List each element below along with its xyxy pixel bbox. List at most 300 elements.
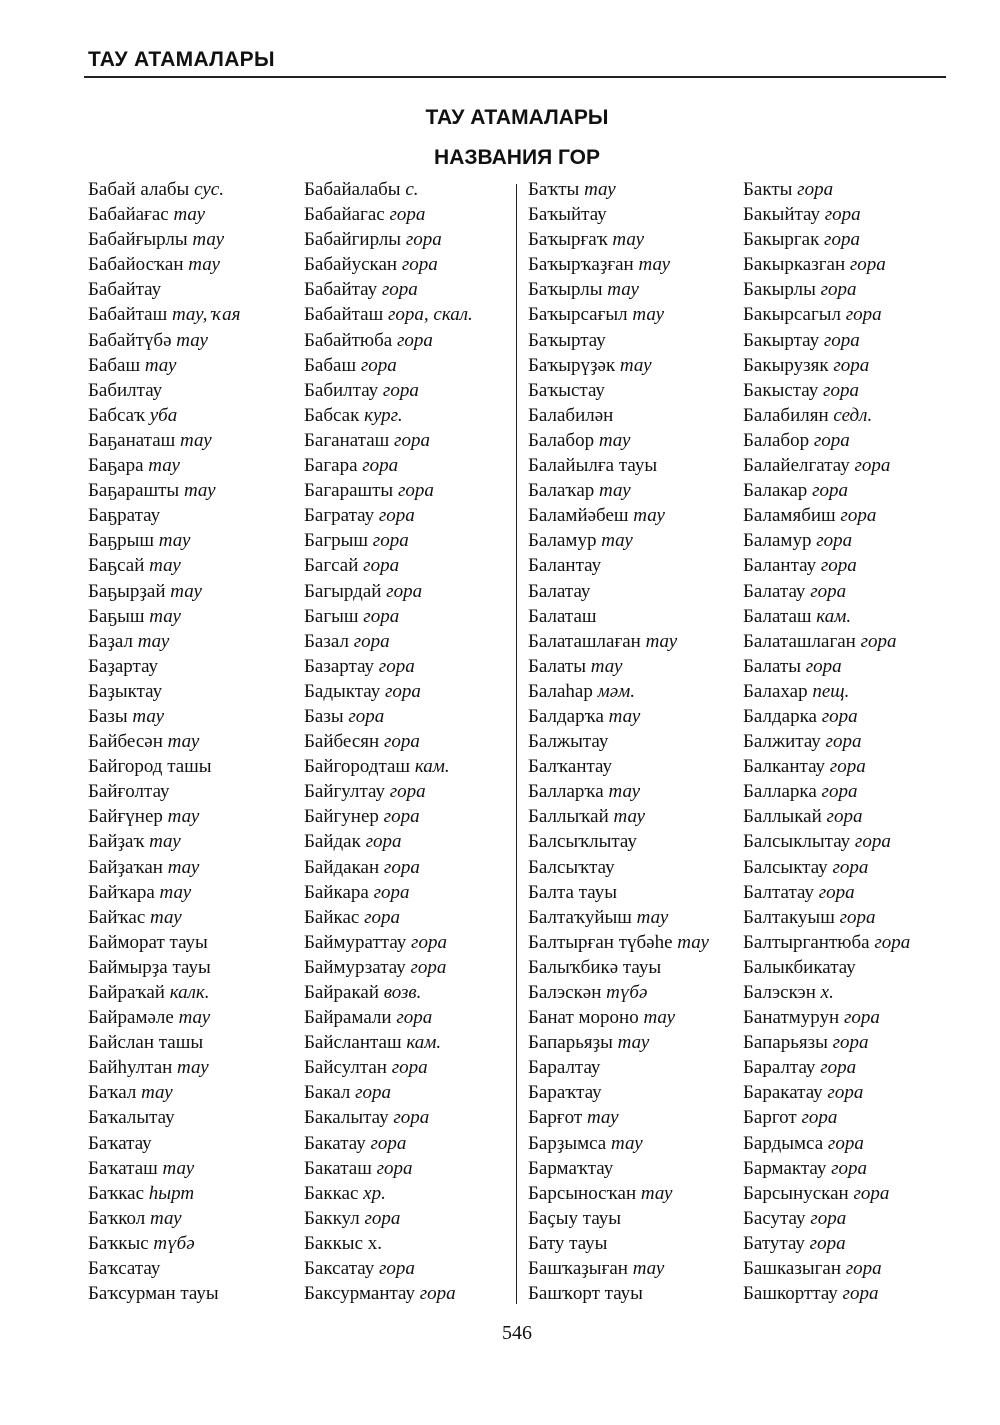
entry-name: Бабсаҡ <box>88 404 145 426</box>
entry-name: Балыҡбикә тауы <box>528 956 662 978</box>
entry-name: Барсыносҡан <box>528 1182 637 1204</box>
entry-term: гора <box>348 705 385 727</box>
entry-name: Баҡырсағыл <box>528 304 628 326</box>
entry-name: Байһултан <box>88 1057 173 1079</box>
entry-name: Баралтау <box>528 1057 601 1079</box>
entry-name: Багырдай <box>304 580 382 602</box>
entry-name: Бабайагас <box>304 204 385 226</box>
entry-term: гора <box>385 680 421 702</box>
entry-row <box>304 729 473 754</box>
entry-term: гора <box>396 329 433 351</box>
entry-name: Башказыган <box>743 1258 842 1280</box>
entry-row <box>743 1256 910 1281</box>
entry-name: Балаҡар <box>528 480 595 502</box>
entry-row <box>304 704 473 729</box>
column-bashkir-right <box>528 177 709 1306</box>
entry-row <box>743 1131 910 1156</box>
entry-term: тау <box>598 429 631 451</box>
entry-name: Балаһар <box>528 680 593 702</box>
entry-name: Базартау <box>304 655 375 677</box>
entry-row <box>743 880 910 905</box>
entry-name: Базы <box>304 705 344 727</box>
entry-row <box>88 1281 241 1306</box>
entry-row <box>528 428 709 453</box>
entry-term: сус. <box>194 179 224 200</box>
entry-row <box>88 804 241 829</box>
entry-term: тау <box>141 1082 173 1104</box>
entry-row <box>304 1156 473 1181</box>
entry-term: тау <box>613 806 646 828</box>
entry-row <box>743 604 910 629</box>
entry-row <box>743 905 910 930</box>
entry-row <box>528 503 709 528</box>
entry-name: Баҕыш <box>88 605 145 627</box>
entry-row <box>304 654 473 679</box>
entry-term: гора <box>849 254 886 276</box>
column-divider <box>516 184 517 1304</box>
entry-name: Балтыргантюба <box>743 931 870 953</box>
entry-term: кам. <box>406 1032 442 1054</box>
entry-row <box>304 227 473 252</box>
entry-name: Балайылға тауы <box>528 455 658 477</box>
running-head: ТАУ АТАМАЛАРЫ <box>88 48 275 71</box>
entry-name: Баҡкол <box>88 1207 146 1229</box>
entry-row <box>88 328 241 353</box>
entry-name: Батутау <box>743 1232 805 1254</box>
entry-row <box>528 880 709 905</box>
entry-name: Багарашты <box>304 480 394 502</box>
entry-name: Бабайташ <box>88 304 168 326</box>
entry-term: тау <box>173 204 206 226</box>
entry-row <box>304 1131 473 1156</box>
entry-name: Баҡырлы <box>528 279 603 301</box>
page-number: 546 <box>502 1322 532 1344</box>
entry-name: Баҕарашты <box>88 480 180 502</box>
entry-term: гора <box>816 530 853 552</box>
entry-row <box>304 428 473 453</box>
entry-term: тау <box>645 630 678 652</box>
entry-name: Байдакан <box>304 856 380 878</box>
entry-name: Байгородташ <box>304 756 411 778</box>
entry-row <box>743 202 910 227</box>
entry-term: тау <box>132 705 165 727</box>
entry-name: Баҡыстау <box>528 379 605 401</box>
entry-name: Балабор <box>743 429 810 451</box>
entry-row <box>88 428 241 453</box>
entry-term: тау <box>586 1107 619 1129</box>
entry-term: гора <box>810 580 847 602</box>
entry-name: Байрамәле <box>88 1007 174 1029</box>
entry-name: Балжитау <box>743 731 821 753</box>
entry-term: гора <box>831 1157 868 1179</box>
entry-name: Балаташлаган <box>743 630 856 652</box>
entry-row <box>304 353 473 378</box>
entry-term: һырт <box>148 1182 195 1204</box>
entry-name: Бакатау <box>304 1132 366 1154</box>
entry-name: Банат мороно <box>528 1007 639 1029</box>
entry-term: гора <box>818 881 855 903</box>
entry-name: Базы <box>88 705 128 727</box>
entry-name: Байғүнер <box>88 806 163 828</box>
entry-name: Бабайосҡан <box>88 254 184 276</box>
entry-row <box>528 905 709 930</box>
entry-row <box>304 1181 473 1206</box>
entry-row <box>304 679 473 704</box>
entry-term: гора <box>363 555 400 577</box>
entry-name: Баккыс х. <box>304 1232 383 1254</box>
entry-name: Баймырҙа тауы <box>88 956 211 978</box>
entry-row <box>304 403 473 428</box>
entry-term: гора <box>843 1007 880 1029</box>
entry-term: тау <box>612 229 645 251</box>
entry-name: Бармактау <box>743 1157 827 1179</box>
entry-term: түбә <box>153 1232 195 1254</box>
entry-name: Байраҡай <box>88 982 165 1003</box>
entry-name: Баҡалытау <box>88 1107 175 1129</box>
entry-term: гора <box>874 931 911 953</box>
entry-row <box>304 1206 473 1231</box>
entry-term: гора <box>378 505 415 527</box>
entry-term: тау <box>611 1132 643 1154</box>
entry-row <box>743 955 910 980</box>
entry-row <box>528 829 709 854</box>
entry-row <box>304 1080 473 1105</box>
entry-row <box>528 453 709 478</box>
entry-row <box>88 1231 241 1256</box>
entry-name: Баралтау <box>743 1057 816 1079</box>
entry-row <box>304 804 473 829</box>
entry-term: гора <box>394 429 430 451</box>
entry-name: Бакыстау <box>743 379 819 401</box>
entry-row <box>743 227 910 252</box>
entry-name: Баҡыртау <box>528 329 606 351</box>
entry-term: гора <box>813 429 850 451</box>
entry-row <box>743 403 910 428</box>
entry-name: Бакырлы <box>743 279 816 301</box>
entry-row <box>528 1005 709 1030</box>
entry-row <box>88 177 241 202</box>
entry-name: Баҡаташ <box>88 1157 158 1179</box>
entry-row <box>304 1055 473 1080</box>
entry-name: Байдак <box>304 831 361 853</box>
entry-name: Байрамали <box>304 1007 392 1029</box>
entry-row <box>528 579 709 604</box>
entry-name: Бабай алабы <box>88 179 190 200</box>
entry-name: Басутау <box>743 1207 806 1229</box>
entry-row <box>743 328 910 353</box>
entry-term: гора <box>364 906 400 928</box>
entry-row <box>743 754 910 779</box>
entry-name: Байкара <box>304 881 369 903</box>
entry-name: Бакалытау <box>304 1107 389 1129</box>
entry-row <box>743 629 910 654</box>
section-title-russian: НАЗВАНИЯ ГОР <box>434 146 600 169</box>
entry-name: Баламябиш <box>743 505 836 527</box>
entry-name: Балабилян <box>743 404 829 426</box>
entry-name: Балаташлаған <box>528 630 641 652</box>
entry-name: Баккул <box>304 1207 360 1229</box>
entry-term: гора <box>382 379 419 401</box>
entry-row <box>528 930 709 955</box>
entry-name: Балатау <box>528 580 591 602</box>
entry-term: түбә <box>606 982 648 1003</box>
entry-name: Байгултау <box>304 781 385 803</box>
entry-name: Балсыҡлытау <box>528 831 637 853</box>
entry-row <box>88 252 241 277</box>
entry-term: гора <box>824 204 861 226</box>
entry-term: гора <box>397 480 434 502</box>
entry-term: гора <box>805 655 842 677</box>
entry-name: Баймурзатау <box>304 956 406 978</box>
entry-row <box>88 855 241 880</box>
entry-name: Баҡкас <box>88 1182 145 1204</box>
entry-name: Баганаташ <box>304 429 390 451</box>
entry-name: Бабаш <box>88 354 141 376</box>
entry-row <box>743 679 910 704</box>
entry-term: гора <box>376 1157 413 1179</box>
entry-name: Балжытау <box>528 731 609 753</box>
entry-term: тау <box>162 1157 195 1179</box>
entry-term: гора <box>797 179 834 200</box>
entry-row <box>528 1156 709 1181</box>
entry-name: Баҕанаташ <box>88 429 176 451</box>
entry-row <box>88 453 241 478</box>
entry-term: гора <box>401 254 438 276</box>
entry-name: Бакырказган <box>743 254 846 276</box>
entry-term: гора <box>381 279 418 301</box>
entry-term: гора <box>391 1057 428 1079</box>
entry-row <box>88 754 241 779</box>
entry-term: тау <box>608 781 641 803</box>
entry-name: Балэскэн <box>743 982 816 1003</box>
entry-term: тау <box>599 480 631 502</box>
entry-name: Балҡантау <box>528 756 612 778</box>
entry-row <box>528 1055 709 1080</box>
entry-term: тау <box>590 655 623 677</box>
entry-row <box>743 1281 910 1306</box>
entry-name: Бараҡтау <box>528 1082 602 1104</box>
entry-term: гора <box>821 705 858 727</box>
entry-name: Баҙыктау <box>88 680 163 702</box>
entry-name: Баҕара <box>88 455 144 477</box>
entry-term: гора <box>372 530 409 552</box>
entry-name: Баҕрыш <box>88 530 155 552</box>
entry-row <box>88 1105 241 1130</box>
entry-name: Балаташ <box>528 605 597 627</box>
entry-name: Баҡырүҙәк <box>528 354 616 376</box>
entry-term: тау <box>607 279 639 301</box>
entry-name: Бабайғырлы <box>88 229 188 251</box>
entry-name: Балантау <box>528 555 602 577</box>
entry-term: гора <box>373 881 410 903</box>
entry-name: Баксурмантау <box>304 1283 415 1305</box>
entry-row <box>88 503 241 528</box>
entry-term: тау <box>149 605 181 627</box>
entry-term: гора <box>378 1258 415 1280</box>
entry-name: Башкорттау <box>743 1283 838 1305</box>
entry-term: гора <box>820 1057 857 1079</box>
entry-term: гора <box>826 806 863 828</box>
entry-term: уба <box>149 404 178 426</box>
entry-term: гора <box>860 630 897 652</box>
entry-term: тау <box>584 179 616 200</box>
entry-row <box>528 277 709 302</box>
entry-name: Бапарьяҙы <box>528 1032 613 1054</box>
entry-name: Баҡатау <box>88 1132 152 1154</box>
entry-name: Байбесян <box>304 731 380 753</box>
entry-name: Бакты <box>743 179 793 200</box>
entry-term: тау <box>617 1032 650 1054</box>
entry-term: гора <box>364 1207 401 1229</box>
entry-row <box>88 654 241 679</box>
entry-term: тау <box>640 1182 673 1204</box>
entry-name: Барғот <box>528 1107 583 1129</box>
entry-name: Бакырсагыл <box>743 304 841 326</box>
entry-name: Балдарка <box>743 705 817 727</box>
entry-name: Балтатау <box>743 881 814 903</box>
entry-term: тау <box>144 354 177 376</box>
entry-term: гора <box>810 1207 847 1229</box>
entry-row <box>528 328 709 353</box>
entry-term: тау <box>638 254 671 276</box>
entry-name: Баксатау <box>304 1258 375 1280</box>
entry-row <box>304 880 473 905</box>
entry-term: мәм. <box>597 680 636 702</box>
entry-name: Бабайағас <box>88 204 169 226</box>
entry-term: гора <box>383 806 420 828</box>
entry-name: Балтаҡуйыш <box>528 906 632 928</box>
entry-name: Бардымса <box>743 1132 824 1154</box>
entry-row <box>528 604 709 629</box>
entry-name: Балаташ <box>743 605 812 627</box>
entry-row <box>88 955 241 980</box>
entry-term: тау <box>183 480 216 502</box>
entry-row <box>528 1105 709 1130</box>
entry-row <box>743 1105 910 1130</box>
entry-row <box>528 729 709 754</box>
entry-row <box>743 277 910 302</box>
entry-name: Балыкбикатау <box>743 956 856 978</box>
entry-name: Бабайтау <box>304 279 378 301</box>
entry-term: тау <box>192 229 225 251</box>
entry-row <box>304 252 473 277</box>
entry-name: Балта тауы <box>528 881 617 903</box>
entry-name: Баҡты <box>528 179 580 200</box>
entry-term: с. <box>405 179 419 200</box>
entry-row <box>528 855 709 880</box>
entry-term: тау <box>633 505 665 527</box>
entry-name: Баламур <box>528 530 597 552</box>
entry-row <box>743 528 910 553</box>
entry-name: Балтакуыш <box>743 906 835 928</box>
entry-row <box>304 478 473 503</box>
entry-name: Банатмурун <box>743 1007 840 1029</box>
entry-row <box>528 353 709 378</box>
entry-row <box>88 729 241 754</box>
entry-term: гора <box>812 480 848 502</box>
entry-term: тау, ҡая <box>171 304 241 326</box>
entry-row <box>304 905 473 930</box>
entry-name: Байслан ташы <box>88 1032 204 1054</box>
entry-row <box>743 428 910 453</box>
entry-name: Башҡорт тауы <box>528 1283 643 1305</box>
entry-name: Балаты <box>743 655 802 677</box>
entry-row <box>743 378 910 403</box>
entry-name: Баҕырҙай <box>88 580 166 602</box>
entry-name: Баллыкай <box>743 806 822 828</box>
entry-term: гора, скал. <box>387 304 473 326</box>
entry-term: возв. <box>383 982 422 1003</box>
entry-name: Баҡал <box>88 1082 137 1104</box>
entry-row <box>88 1131 241 1156</box>
entry-row <box>88 829 241 854</box>
entry-term: тау <box>643 1007 676 1029</box>
entry-term: гора <box>853 1182 890 1204</box>
entry-name: Байҙаҡан <box>88 856 163 878</box>
entry-row <box>88 227 241 252</box>
entry-term: тау <box>158 530 191 552</box>
entry-row <box>528 403 709 428</box>
entry-name: Бакаташ <box>304 1157 372 1179</box>
entry-name: Базал <box>304 630 349 652</box>
entry-name: Бабайускан <box>304 254 398 276</box>
entry-row <box>528 704 709 729</box>
entry-row <box>88 1256 241 1281</box>
entry-name: Бадыктау <box>304 680 381 702</box>
entry-row <box>743 1055 910 1080</box>
entry-term: гора <box>383 856 420 878</box>
entry-term: седл. <box>833 404 873 426</box>
entry-name: Балкантау <box>743 756 826 778</box>
column-bashkir-left <box>88 177 241 1306</box>
entry-term: тау <box>188 254 220 276</box>
entry-term: тау <box>176 329 208 351</box>
entry-term: тау <box>167 731 200 753</box>
entry-row <box>528 980 709 1005</box>
entry-name: Бакал <box>304 1082 351 1104</box>
entry-row <box>304 503 473 528</box>
entry-term: гора <box>820 555 857 577</box>
entry-term: гора <box>393 1107 430 1129</box>
entry-name: Байгунер <box>304 806 379 828</box>
entry-row <box>304 453 473 478</box>
entry-row <box>304 829 473 854</box>
entry-row <box>743 829 910 854</box>
entry-row <box>88 353 241 378</box>
entry-name: Балакар <box>743 480 808 502</box>
entry-term: пещ. <box>812 680 850 702</box>
entry-name: Баҙал <box>88 630 133 652</box>
entry-row <box>528 302 709 327</box>
entry-row <box>304 754 473 779</box>
entry-name: Бабайгирлы <box>304 229 402 251</box>
entry-name: Балсыктау <box>743 856 828 878</box>
entry-row <box>528 553 709 578</box>
entry-row <box>528 1281 709 1306</box>
entry-row <box>743 930 910 955</box>
entry-row <box>743 553 910 578</box>
entry-row <box>528 654 709 679</box>
entry-term: гора <box>365 831 402 853</box>
entry-name: Барсынускан <box>743 1182 849 1204</box>
entry-term: гора <box>832 856 869 878</box>
entry-term: гора <box>833 354 870 376</box>
entry-row <box>88 302 241 327</box>
entry-name: Бабайтюба <box>304 329 393 351</box>
entry-row <box>88 1030 241 1055</box>
entry-name: Байсултан <box>304 1057 387 1079</box>
entry-term: тау <box>632 1258 665 1280</box>
